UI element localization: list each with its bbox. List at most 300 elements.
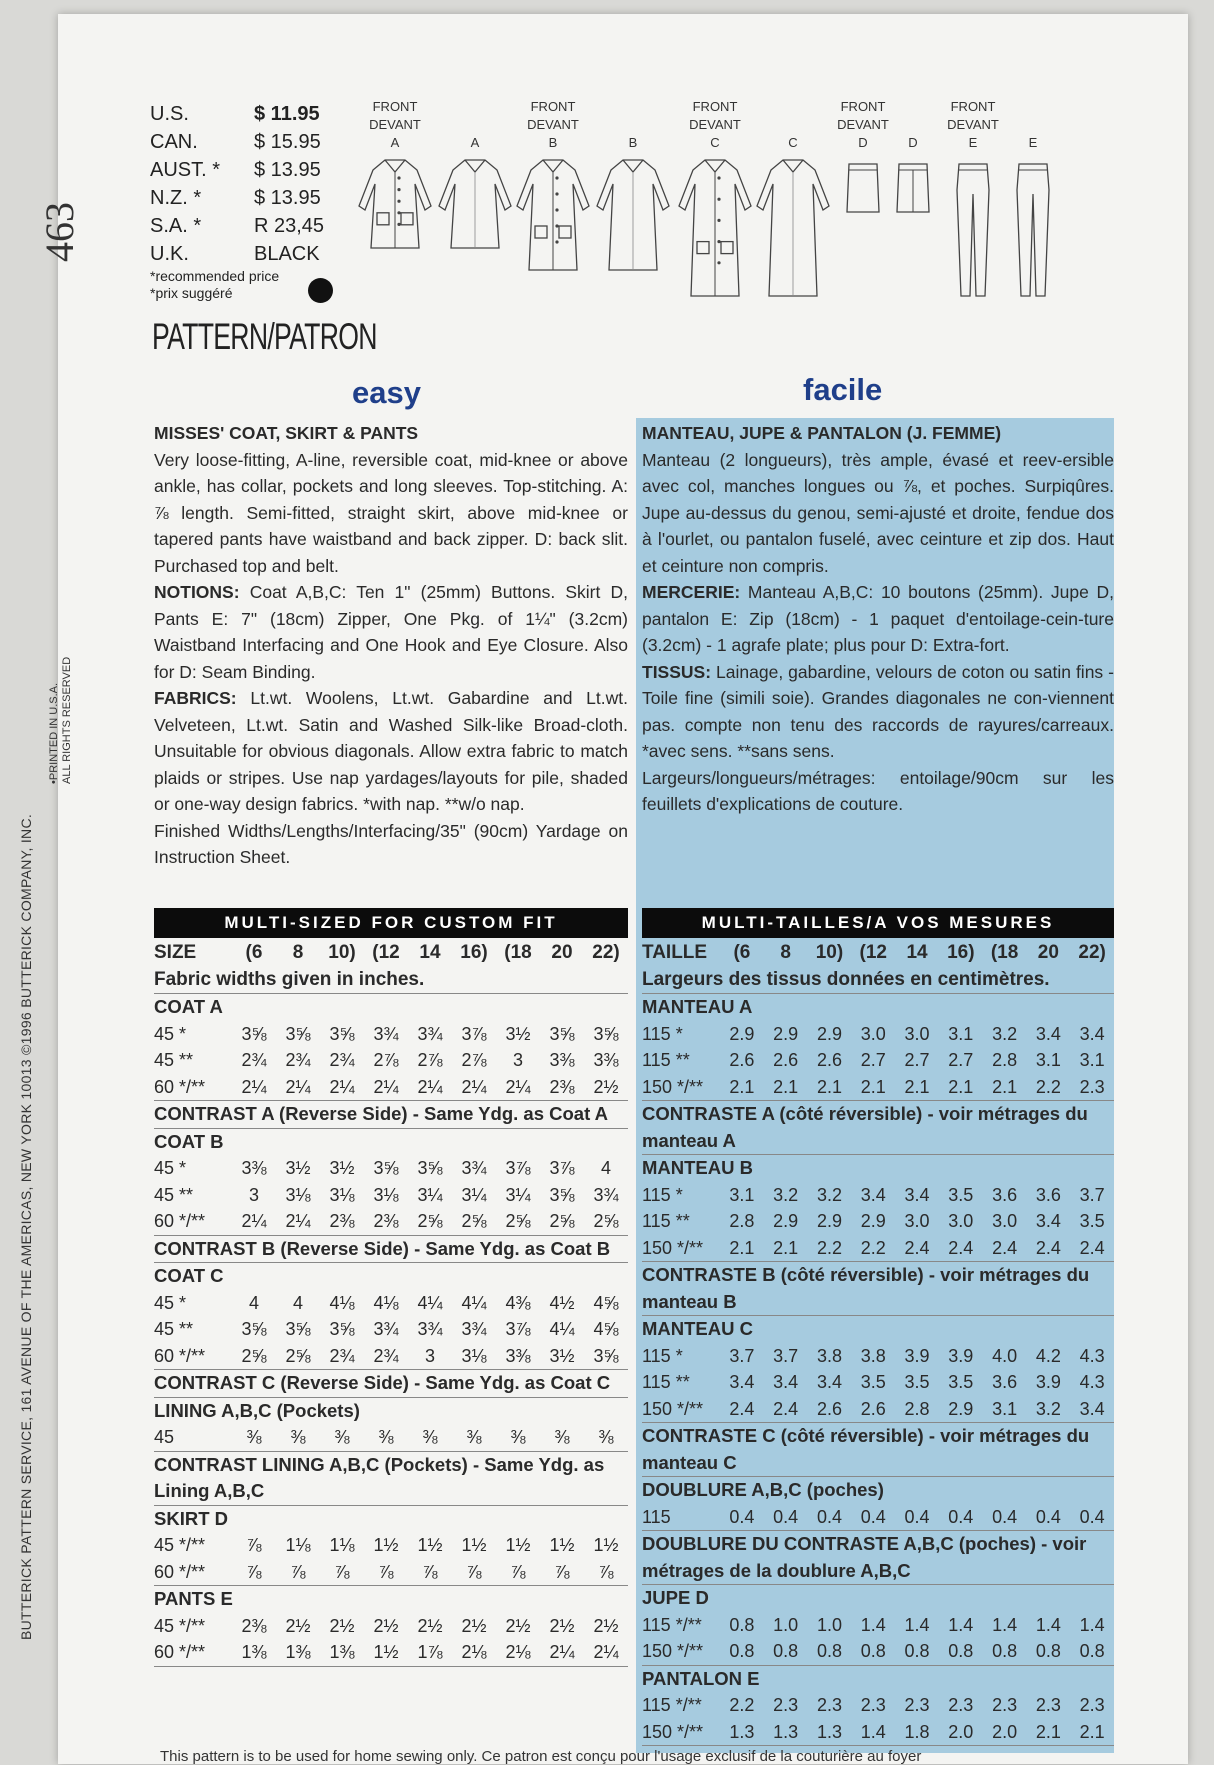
yardage-value: 2.7: [860, 1050, 886, 1070]
description-text: Manteau A,B,C: 10 boutons (25mm). Jupe D, pantalon E: Zip (18cm) - 1 paquet d'entoilage-cein-ture (3.2cm) - 1 agrafe plate; plus pour D: Extra-fort.: [642, 582, 1114, 655]
yardage-value: ⅞: [422, 1561, 438, 1582]
yardage-value: 2.1: [773, 1237, 799, 1258]
yardage-value: 2.1: [729, 1076, 755, 1097]
yardage-value: 1⅛: [285, 1535, 311, 1555]
yardage-value: 4⅛: [373, 1292, 399, 1313]
section-title: JUPE D: [642, 1587, 709, 1608]
yardage-row: [154, 1559, 628, 1587]
section-title: DOUBLURE A,B,C (poches): [642, 1479, 884, 1500]
yardage-value: 2¾: [241, 1050, 267, 1070]
yardage-value: 3¾: [593, 1184, 619, 1205]
yardage-value: 3.8: [816, 1345, 842, 1366]
section-title: CONTRAST A (Reverse Side) - Same Ydg. as Coat A: [154, 1101, 628, 1129]
yardage-value: 2⅜: [373, 1211, 399, 1231]
yardage-value: 2¼: [417, 1076, 443, 1097]
yardage-value: 0.8: [729, 1641, 755, 1661]
price-value: $ 15.95: [254, 131, 321, 153]
yardage-row: [642, 1182, 1114, 1209]
coatCback-sketch-icon: [753, 150, 833, 300]
yardage-value: 1.3: [729, 1721, 755, 1742]
yardage-value: 2.1: [904, 1076, 930, 1097]
description-heading: MERCERIE:: [642, 582, 741, 602]
fabric-width: 115 **: [642, 1050, 690, 1070]
yardage-value: 1½: [417, 1535, 443, 1555]
description-paragraph: [642, 659, 1114, 765]
yardage-value: 3⅝: [241, 1023, 267, 1044]
description-paragraph: [154, 579, 628, 685]
size-cell: 20: [551, 942, 573, 963]
facile-heading: facile: [803, 372, 883, 407]
yardage-value: 2.6: [773, 1050, 799, 1070]
yardage-value: 2.2: [860, 1237, 886, 1258]
yardage-value: 3.1: [948, 1023, 974, 1044]
section-title: SKIRT D: [154, 1507, 228, 1529]
yardage-value: 0.4: [948, 1506, 974, 1527]
price-row: [150, 156, 340, 184]
yardage-value: 2.1: [816, 1076, 842, 1097]
description-heading: MANTEAU, JUPE & PANTALON (J. FEMME): [642, 423, 1002, 443]
yardage-value: 2½: [417, 1615, 443, 1636]
yardage-value: ⅞: [598, 1561, 614, 1582]
description-paragraph: [642, 579, 1114, 659]
size-cell: 22): [1078, 942, 1106, 963]
size-cell: 14: [906, 942, 928, 963]
fabric-width-note: Fabric widths given in inches.: [154, 967, 628, 995]
view-devant-label: DEVANT: [689, 117, 741, 132]
yardage-row: [154, 1047, 628, 1074]
yardage-value: 2.1: [1079, 1721, 1105, 1742]
yardage-value: 4.0: [992, 1345, 1018, 1366]
yardage-value: 3⅜: [241, 1158, 267, 1178]
description-heading: MISSES' COAT, SKIRT & PANTS: [154, 423, 419, 443]
size-cell: (6: [245, 942, 263, 963]
yardage-value: 0.8: [816, 1641, 842, 1661]
yardage-value: 2¼: [285, 1076, 311, 1097]
yardage-value: 2.3: [992, 1695, 1018, 1715]
yardage-row: [154, 1316, 628, 1343]
yardage-row: [642, 1208, 1114, 1235]
yardage-value: 3.9: [1035, 1372, 1061, 1392]
yardage-value: 2.9: [773, 1211, 799, 1231]
section-title: COAT C: [154, 1265, 224, 1286]
yardage-value: 3: [424, 1345, 435, 1366]
yardage-value: 2¼: [549, 1642, 575, 1662]
yardage-value: 2.3: [948, 1695, 974, 1715]
yardage-value: 0.8: [1079, 1641, 1105, 1661]
yardage-value: 3.1: [1079, 1050, 1105, 1070]
view-front-label: FRONT: [372, 99, 418, 114]
yardage-value: 3.5: [948, 1372, 974, 1392]
yardage-value: 2⅝: [549, 1211, 575, 1231]
yardage-value: 3.2: [773, 1184, 799, 1205]
section-title: CONTRASTE B (côté réversible) - voir métrages du manteau B: [642, 1262, 1114, 1316]
yardage-value: 2⅝: [241, 1345, 267, 1366]
yardage-value: 2⅜: [241, 1615, 267, 1636]
fabric-width: 45 **: [154, 1050, 194, 1070]
fabric-width: 115 *: [642, 1023, 683, 1044]
coatB-sketch-icon: [513, 150, 593, 300]
yardage-value: 2.7: [904, 1050, 930, 1070]
yardage-row: [642, 1719, 1114, 1747]
description-text: Lt.wt. Woolens, Lt.wt. Gabardine and Lt.wt. Velveteen, Lt.wt. Satin and Washed Silk-like Broad-cloth. Unsuitable for obvious diagonals. Allow extra fabric to match plaids or stripes. Use nap yardages/layouts for pile, shaded or one-way design fabrics. *with nap. **w/o nap.: [154, 688, 628, 814]
yardage-value: 2.4: [1035, 1237, 1061, 1258]
yardage-value: 0.8: [860, 1641, 886, 1661]
view-letter: B: [548, 135, 558, 150]
yardage-row: [642, 1612, 1114, 1639]
yardage-row: [642, 1396, 1114, 1424]
yardage-value: 2⅞: [417, 1050, 443, 1070]
size-cell: 8: [292, 942, 304, 963]
yardage-row: [642, 1021, 1114, 1048]
yardage-value: 0.4: [992, 1506, 1018, 1527]
yardage-value: 2.3: [1079, 1076, 1105, 1097]
yardage-value: 3¾: [417, 1023, 443, 1044]
fabric-width: 45: [154, 1427, 175, 1447]
yardage-value: 4⅜: [505, 1292, 531, 1313]
yardage-value: 2.1: [992, 1076, 1018, 1097]
size-cell: 16): [947, 942, 975, 963]
view-front-label: FRONT: [840, 99, 886, 114]
yardage-row: [154, 1532, 628, 1559]
yardage-value: 3⅝: [329, 1319, 355, 1339]
price-value: $ 13.95: [254, 159, 321, 181]
size-cell: 8: [780, 942, 791, 963]
yardage-row: [642, 1692, 1114, 1719]
description-paragraph: [642, 420, 1114, 447]
yardage-value: 3¾: [461, 1319, 487, 1339]
yardage-value: 2¾: [373, 1345, 399, 1366]
view-devant-label: DEVANT: [947, 117, 999, 132]
size-cell: 10): [328, 942, 356, 963]
yardage-value: 0.4: [1079, 1506, 1105, 1527]
price-value: $ 11.95: [254, 103, 320, 125]
yardage-value: 2.0: [992, 1721, 1018, 1742]
french-table-banner: MULTI-TAILLES/A VOS MESURES: [642, 908, 1114, 938]
yardage-value: 3.8: [860, 1345, 886, 1366]
size-cell: (12: [372, 942, 400, 963]
yardage-value: 1½: [549, 1535, 575, 1555]
yardage-value: 3¼: [417, 1184, 443, 1205]
price-row: [150, 128, 340, 156]
fabric-width: 60 */**: [154, 1561, 206, 1582]
size-cell: (18: [504, 942, 532, 963]
pattern-number: 463: [37, 202, 82, 262]
view-devant-label: DEVANT: [369, 117, 421, 132]
size-cell: (6: [733, 942, 751, 963]
yardage-value: 3⅝: [285, 1319, 311, 1339]
view-label: [753, 98, 833, 152]
fabric-width: 60 */**: [154, 1642, 206, 1662]
yardage-value: 2¼: [329, 1076, 355, 1097]
yardage-value: 3⅞: [505, 1158, 531, 1178]
fabric-width: 45 *: [154, 1023, 187, 1044]
yardage-value: 2.4: [948, 1237, 974, 1258]
yardage-row: [642, 1047, 1114, 1074]
yardage-value: 3¼: [505, 1184, 531, 1205]
yardage-value: 3.6: [1035, 1184, 1061, 1205]
yardage-value: 2⅜: [329, 1211, 355, 1231]
yardage-value: 3.4: [860, 1184, 886, 1205]
view-letter: E: [1028, 135, 1038, 150]
pantsback-sketch-icon: [993, 150, 1073, 300]
fabric-width: 150 */**: [642, 1721, 704, 1742]
size-header-row: [642, 940, 1114, 967]
yardage-value: ⅞: [466, 1561, 482, 1582]
yardage-value: 3.7: [729, 1345, 755, 1366]
yardage-row: [154, 1208, 628, 1236]
yardage-value: 2.9: [860, 1211, 886, 1231]
view-label: [435, 98, 515, 152]
yardage-value: 2¼: [593, 1642, 619, 1662]
view-letter: A: [470, 135, 480, 150]
black-dot-icon: [308, 278, 333, 303]
size-cell: 16): [460, 942, 488, 963]
yardage-value: 3⅝: [593, 1345, 619, 1366]
yardage-value: ⅜: [246, 1427, 262, 1447]
yardage-value: 2.3: [1079, 1695, 1105, 1715]
yardage-value: 2⅝: [505, 1211, 531, 1231]
yardage-row: [642, 1638, 1114, 1666]
yardage-value: 3½: [549, 1345, 575, 1366]
yardage-value: 4: [248, 1292, 259, 1313]
yardage-value: 3.5: [948, 1184, 974, 1205]
yardage-value: 3⅜: [549, 1050, 575, 1070]
yardage-value: 2.9: [816, 1211, 842, 1231]
french-description: [642, 420, 1114, 818]
yardage-value: 0.8: [948, 1641, 974, 1661]
view-letter: D: [908, 135, 918, 150]
coatA-sketch-icon: [355, 150, 435, 300]
yardage-value: ⅞: [378, 1561, 394, 1582]
yardage-value: 3⅞: [505, 1319, 531, 1339]
yardage-value: 3.9: [904, 1345, 930, 1366]
description-paragraph: [642, 765, 1114, 818]
yardage-row: [154, 1021, 628, 1048]
yardage-value: 2⅛: [461, 1642, 487, 1662]
yardage-value: ⅜: [466, 1427, 482, 1447]
yardage-value: 2⅝: [285, 1345, 311, 1366]
yardage-value: 1.8: [904, 1721, 930, 1742]
yardage-row: [154, 1074, 628, 1102]
footer-note: This pattern is to be used for home sewing only. Ce patron est conçu pour l'usage exclusif de la couturière au foyer: [160, 1748, 922, 1765]
price-list: [150, 100, 340, 302]
yardage-row: [642, 1074, 1114, 1102]
yardage-value: 2.6: [860, 1398, 886, 1419]
fabric-width: 150 */**: [642, 1398, 704, 1419]
yardage-value: 3⅜: [505, 1345, 531, 1366]
yardage-value: ⅞: [246, 1535, 262, 1555]
yardage-value: 3.4: [773, 1372, 799, 1392]
price-country: U.K.: [150, 243, 189, 265]
yardage-value: 2⅝: [417, 1211, 443, 1231]
yardage-row: [154, 1424, 628, 1452]
yardage-value: 2.3: [773, 1695, 799, 1715]
yardage-value: 4.2: [1035, 1345, 1061, 1366]
fabric-width: 45 **: [154, 1319, 194, 1339]
section-title: CONTRAST LINING A,B,C (Pockets) - Same Ydg. as Lining A,B,C: [154, 1452, 628, 1506]
yardage-value: 3.1: [992, 1398, 1018, 1419]
coatC-sketch-icon: [675, 150, 755, 300]
view-front-label: FRONT: [530, 99, 576, 114]
yardage-value: 3.0: [904, 1211, 930, 1231]
fabric-width: 150 */**: [642, 1641, 704, 1661]
yardage-value: 4: [600, 1158, 611, 1178]
yardage-value: 1½: [461, 1535, 487, 1555]
price-row: [150, 240, 340, 268]
section-title: PANTS E: [154, 1588, 233, 1609]
yardage-value: 2⅞: [373, 1050, 399, 1070]
yardage-value: 3¾: [461, 1158, 487, 1178]
yardage-value: 1.0: [773, 1614, 799, 1635]
yardage-value: 0.4: [816, 1506, 842, 1527]
yardage-value: 2.4: [1079, 1237, 1105, 1258]
fabric-width: 115 **: [642, 1211, 690, 1231]
yardage-value: 3⅛: [373, 1184, 399, 1205]
yardage-value: 3.5: [904, 1372, 930, 1392]
yardage-value: 2.6: [816, 1398, 842, 1419]
yardage-value: 2¼: [241, 1211, 267, 1231]
price-country: U.S.: [150, 103, 189, 125]
view-devant-label: DEVANT: [837, 117, 889, 132]
yardage-value: 3.4: [1035, 1211, 1061, 1231]
fabric-width: 45 *: [154, 1158, 187, 1178]
yardage-value: 1⅛: [329, 1535, 355, 1555]
yardage-value: 2½: [593, 1076, 619, 1097]
yardage-value: 3.0: [860, 1023, 886, 1044]
yardage-value: 4¼: [417, 1292, 443, 1313]
pattern-label: PATTERN/PATRON: [152, 316, 377, 357]
yardage-value: 2.3: [1035, 1695, 1061, 1715]
yardage-value: 2¾: [329, 1050, 355, 1070]
yardage-value: 3⅝: [329, 1023, 355, 1044]
yardage-value: 2¼: [373, 1076, 399, 1097]
yardage-value: 4⅝: [593, 1292, 619, 1313]
price-row: [150, 100, 340, 128]
view-label: [993, 98, 1073, 152]
yardage-value: 0.8: [1035, 1641, 1061, 1661]
description-paragraph: [154, 447, 628, 580]
yardage-value: 2.2: [816, 1237, 842, 1258]
yardage-value: 1.3: [816, 1721, 842, 1742]
yardage-value: 3⅝: [549, 1023, 575, 1044]
view-devant-label: DEVANT: [527, 117, 579, 132]
yardage-value: 3.4: [1079, 1398, 1105, 1419]
yardage-value: 3.1: [1035, 1050, 1061, 1070]
price-note: *prix suggéré: [150, 285, 233, 301]
yardage-value: 1½: [373, 1535, 399, 1555]
view-letter: B: [628, 135, 638, 150]
size-cell: (18: [990, 942, 1019, 963]
yardage-value: 3.4: [816, 1372, 842, 1392]
yardage-value: 3: [248, 1184, 259, 1205]
view-label: [593, 98, 673, 152]
description-paragraph: [154, 685, 628, 818]
description-text: Lainage, gabardine, velours de coton ou satin fins - Toile fine (simili soie). Grandes diagonales ne con-viennent pas. compte non tenu des raccords de rayures/carreaux. *avec sens. **sans sens.: [642, 661, 1114, 761]
yardage-value: 2.9: [816, 1023, 842, 1044]
yardage-row: [154, 1639, 628, 1667]
yardage-value: 2.8: [729, 1211, 755, 1231]
yardage-value: 3¾: [373, 1319, 399, 1339]
size-label: TAILLE: [642, 942, 708, 963]
fabric-width: 60 */**: [154, 1076, 206, 1097]
fabric-width: 115 *: [642, 1184, 683, 1205]
yardage-row: [154, 1613, 628, 1640]
view-letter: E: [968, 135, 978, 150]
yardage-value: 3.0: [948, 1211, 974, 1231]
description-paragraph: [154, 420, 628, 447]
yardage-value: 2¾: [285, 1050, 311, 1070]
yardage-value: 3.1: [729, 1184, 755, 1205]
section-title: CONTRAST C (Reverse Side) - Same Ydg. as Coat C: [154, 1370, 628, 1398]
yardage-value: 2½: [593, 1615, 619, 1636]
section-title: CONTRASTE A (côté réversible) - voir métrages du manteau A: [642, 1101, 1114, 1155]
description-heading: FABRICS:: [154, 688, 237, 708]
yardage-value: 4: [292, 1292, 303, 1313]
section-title: MANTEAU A: [642, 996, 753, 1017]
view-letter: D: [858, 135, 868, 150]
yardage-value: 3¼: [461, 1184, 487, 1205]
yardage-value: 3⅛: [461, 1345, 487, 1366]
yardage-value: 2½: [285, 1615, 311, 1636]
price-row: [150, 212, 340, 240]
yardage-value: 3⅛: [329, 1184, 355, 1205]
english-table-banner: MULTI-SIZED FOR CUSTOM FIT: [154, 908, 628, 938]
fabric-width: 150 */**: [642, 1076, 704, 1097]
price-row: [150, 184, 340, 212]
size-cell: 22): [592, 942, 620, 963]
fabric-width: 60 */**: [154, 1345, 206, 1366]
yardage-value: 1½: [373, 1642, 399, 1662]
yardage-value: 3.6: [992, 1372, 1018, 1392]
yardage-value: ⅞: [334, 1561, 350, 1582]
yardage-value: 4⅝: [593, 1319, 619, 1339]
yardage-value: 2.4: [729, 1398, 755, 1419]
yardage-value: 4.3: [1079, 1345, 1105, 1366]
description-paragraph: [642, 447, 1114, 580]
description-paragraph: [154, 818, 628, 871]
yardage-value: 4½: [549, 1292, 575, 1313]
yardage-value: ⅞: [290, 1561, 306, 1582]
yardage-value: 1.4: [1035, 1614, 1061, 1635]
yardage-value: 3.7: [1079, 1184, 1105, 1205]
yardage-row: [642, 1343, 1114, 1370]
yardage-value: 3.2: [992, 1023, 1018, 1044]
yardage-value: 1.4: [992, 1614, 1018, 1635]
view-letter: C: [788, 135, 798, 150]
yardage-value: 2½: [461, 1615, 487, 1636]
yardage-value: 2.3: [816, 1695, 842, 1715]
yardage-value: ⅜: [510, 1427, 526, 1447]
yardage-value: 2⅝: [593, 1211, 619, 1231]
yardage-row: [154, 1343, 628, 1371]
section-title: CONTRASTE C (côté réversible) - voir métrages du manteau C: [642, 1423, 1114, 1477]
size-cell: 14: [419, 942, 441, 963]
yardage-value: 2.6: [729, 1050, 755, 1070]
yardage-value: 2.0: [948, 1721, 974, 1742]
description-text: Finished Widths/Lengths/Interfacing/35" (90cm) Yardage on Instruction Sheet.: [154, 820, 628, 867]
yardage-value: 2.4: [904, 1237, 930, 1258]
yardage-row: [154, 1290, 628, 1317]
description-heading: TISSUS:: [642, 661, 712, 682]
price-note: *recommended price: [150, 268, 280, 284]
yardage-value: 2.9: [729, 1023, 755, 1044]
yardage-value: 0.4: [729, 1506, 755, 1527]
french-yardage-table: [642, 940, 1114, 1746]
coatBback-sketch-icon: [593, 150, 673, 300]
yardage-value: 0.8: [992, 1641, 1018, 1661]
yardage-value: 2¾: [329, 1345, 355, 1366]
yardage-value: ⅜: [378, 1427, 394, 1447]
